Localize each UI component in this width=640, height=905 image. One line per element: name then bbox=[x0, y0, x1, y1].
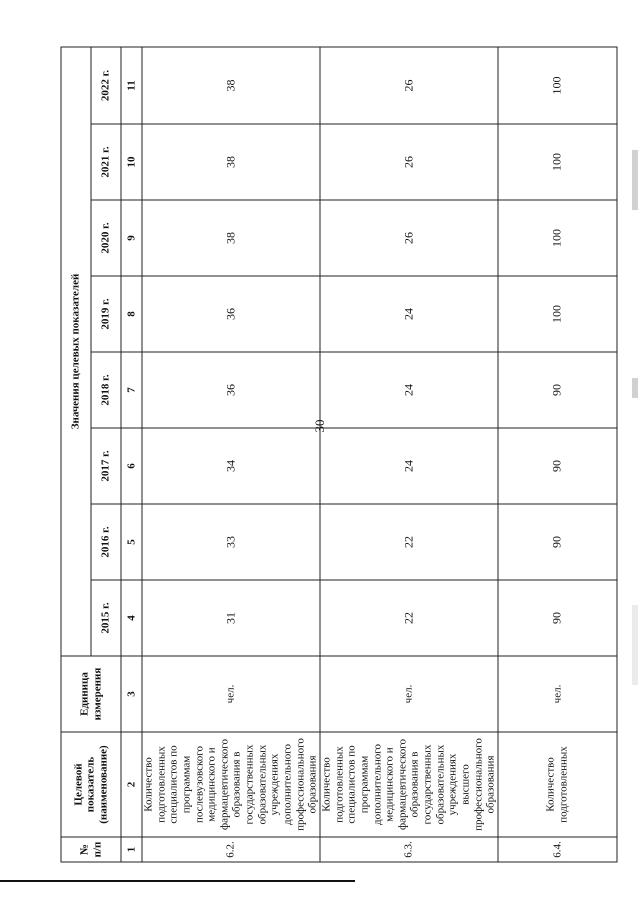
column-index: 3 bbox=[121, 656, 142, 732]
header-year: 2016 г. bbox=[91, 504, 121, 580]
column-index-row bbox=[121, 47, 142, 862]
row-value: 90 bbox=[497, 352, 616, 428]
row-value: 22 bbox=[319, 580, 497, 656]
scan-artifact bbox=[632, 605, 638, 685]
row-value: 26 bbox=[319, 47, 497, 124]
header-num: № п/п bbox=[61, 837, 121, 862]
header-year: 2019 г. bbox=[91, 276, 121, 352]
row-value: 24 bbox=[319, 352, 497, 428]
row-value: 26 bbox=[319, 124, 497, 200]
row-indicator-name: Количество подготовленных специалистов по программам послевузовского медицинского и фармацевтического образования в государственных образовательных учреждениях дополнительного профессионального образования bbox=[142, 732, 320, 837]
column-index: 5 bbox=[121, 504, 142, 580]
row-value: 90 bbox=[497, 580, 616, 656]
target-indicators-table bbox=[60, 46, 617, 862]
column-index: 10 bbox=[121, 124, 142, 200]
row-value: 36 bbox=[142, 352, 320, 428]
row-indicator-name: Количество подготовленных специалистов по программам дополнительного медицинского и фармацевтического образования в государственных образовательных учреждениях высшего профессионального образования bbox=[319, 732, 497, 837]
column-index: 1 bbox=[121, 837, 142, 862]
column-index: 2 bbox=[121, 732, 142, 837]
row-value: 22 bbox=[319, 504, 497, 580]
header-year: 2022 г. bbox=[91, 47, 121, 124]
header-year: 2021 г. bbox=[91, 124, 121, 200]
row-indicator-name: Количество подготовленных bbox=[497, 732, 616, 837]
table-row bbox=[319, 47, 497, 862]
row-value: 24 bbox=[319, 276, 497, 352]
column-index: 6 bbox=[121, 428, 142, 504]
header-year: 2020 г. bbox=[91, 200, 121, 276]
column-index: 11 bbox=[121, 47, 142, 124]
header-values-group: Значения целевых показателей bbox=[61, 47, 91, 656]
column-index: 8 bbox=[121, 276, 142, 352]
row-value: 100 bbox=[497, 124, 616, 200]
row-value: 33 bbox=[142, 504, 320, 580]
rotated-table-container bbox=[60, 48, 569, 863]
row-num: 6.2. bbox=[142, 837, 320, 862]
row-value: 100 bbox=[497, 200, 616, 276]
row-value: 100 bbox=[497, 47, 616, 124]
header-unit: Единица измерения bbox=[61, 656, 121, 732]
row-value: 90 bbox=[497, 504, 616, 580]
row-value: 31 bbox=[142, 580, 320, 656]
header-row bbox=[61, 47, 91, 862]
header-year: 2017 г. bbox=[91, 428, 121, 504]
row-value: 36 bbox=[142, 276, 320, 352]
header-year: 2018 г. bbox=[91, 352, 121, 428]
page-number: 30 bbox=[312, 419, 327, 433]
row-value: 24 bbox=[319, 428, 497, 504]
column-index: 7 bbox=[121, 352, 142, 428]
row-value: 38 bbox=[142, 200, 320, 276]
row-value: 26 bbox=[319, 200, 497, 276]
header-indicator: Целевой показатель (наименование) bbox=[61, 732, 121, 837]
table-row bbox=[497, 47, 616, 862]
row-value: 100 bbox=[497, 276, 616, 352]
row-value: 34 bbox=[142, 428, 320, 504]
row-unit: чел. bbox=[497, 656, 616, 732]
column-index: 9 bbox=[121, 200, 142, 276]
page-bottom-rule bbox=[0, 880, 355, 882]
row-unit: чел. bbox=[142, 656, 320, 732]
row-unit: чел. bbox=[319, 656, 497, 732]
scan-artifact bbox=[632, 150, 638, 210]
row-num: 6.4. bbox=[497, 837, 616, 862]
header-year: 2015 г. bbox=[91, 580, 121, 656]
table-row bbox=[142, 47, 320, 862]
scan-artifact bbox=[632, 378, 638, 398]
row-value: 38 bbox=[142, 47, 320, 124]
row-value: 38 bbox=[142, 124, 320, 200]
column-index: 4 bbox=[121, 580, 142, 656]
row-value: 90 bbox=[497, 428, 616, 504]
row-num: 6.3. bbox=[319, 837, 497, 862]
